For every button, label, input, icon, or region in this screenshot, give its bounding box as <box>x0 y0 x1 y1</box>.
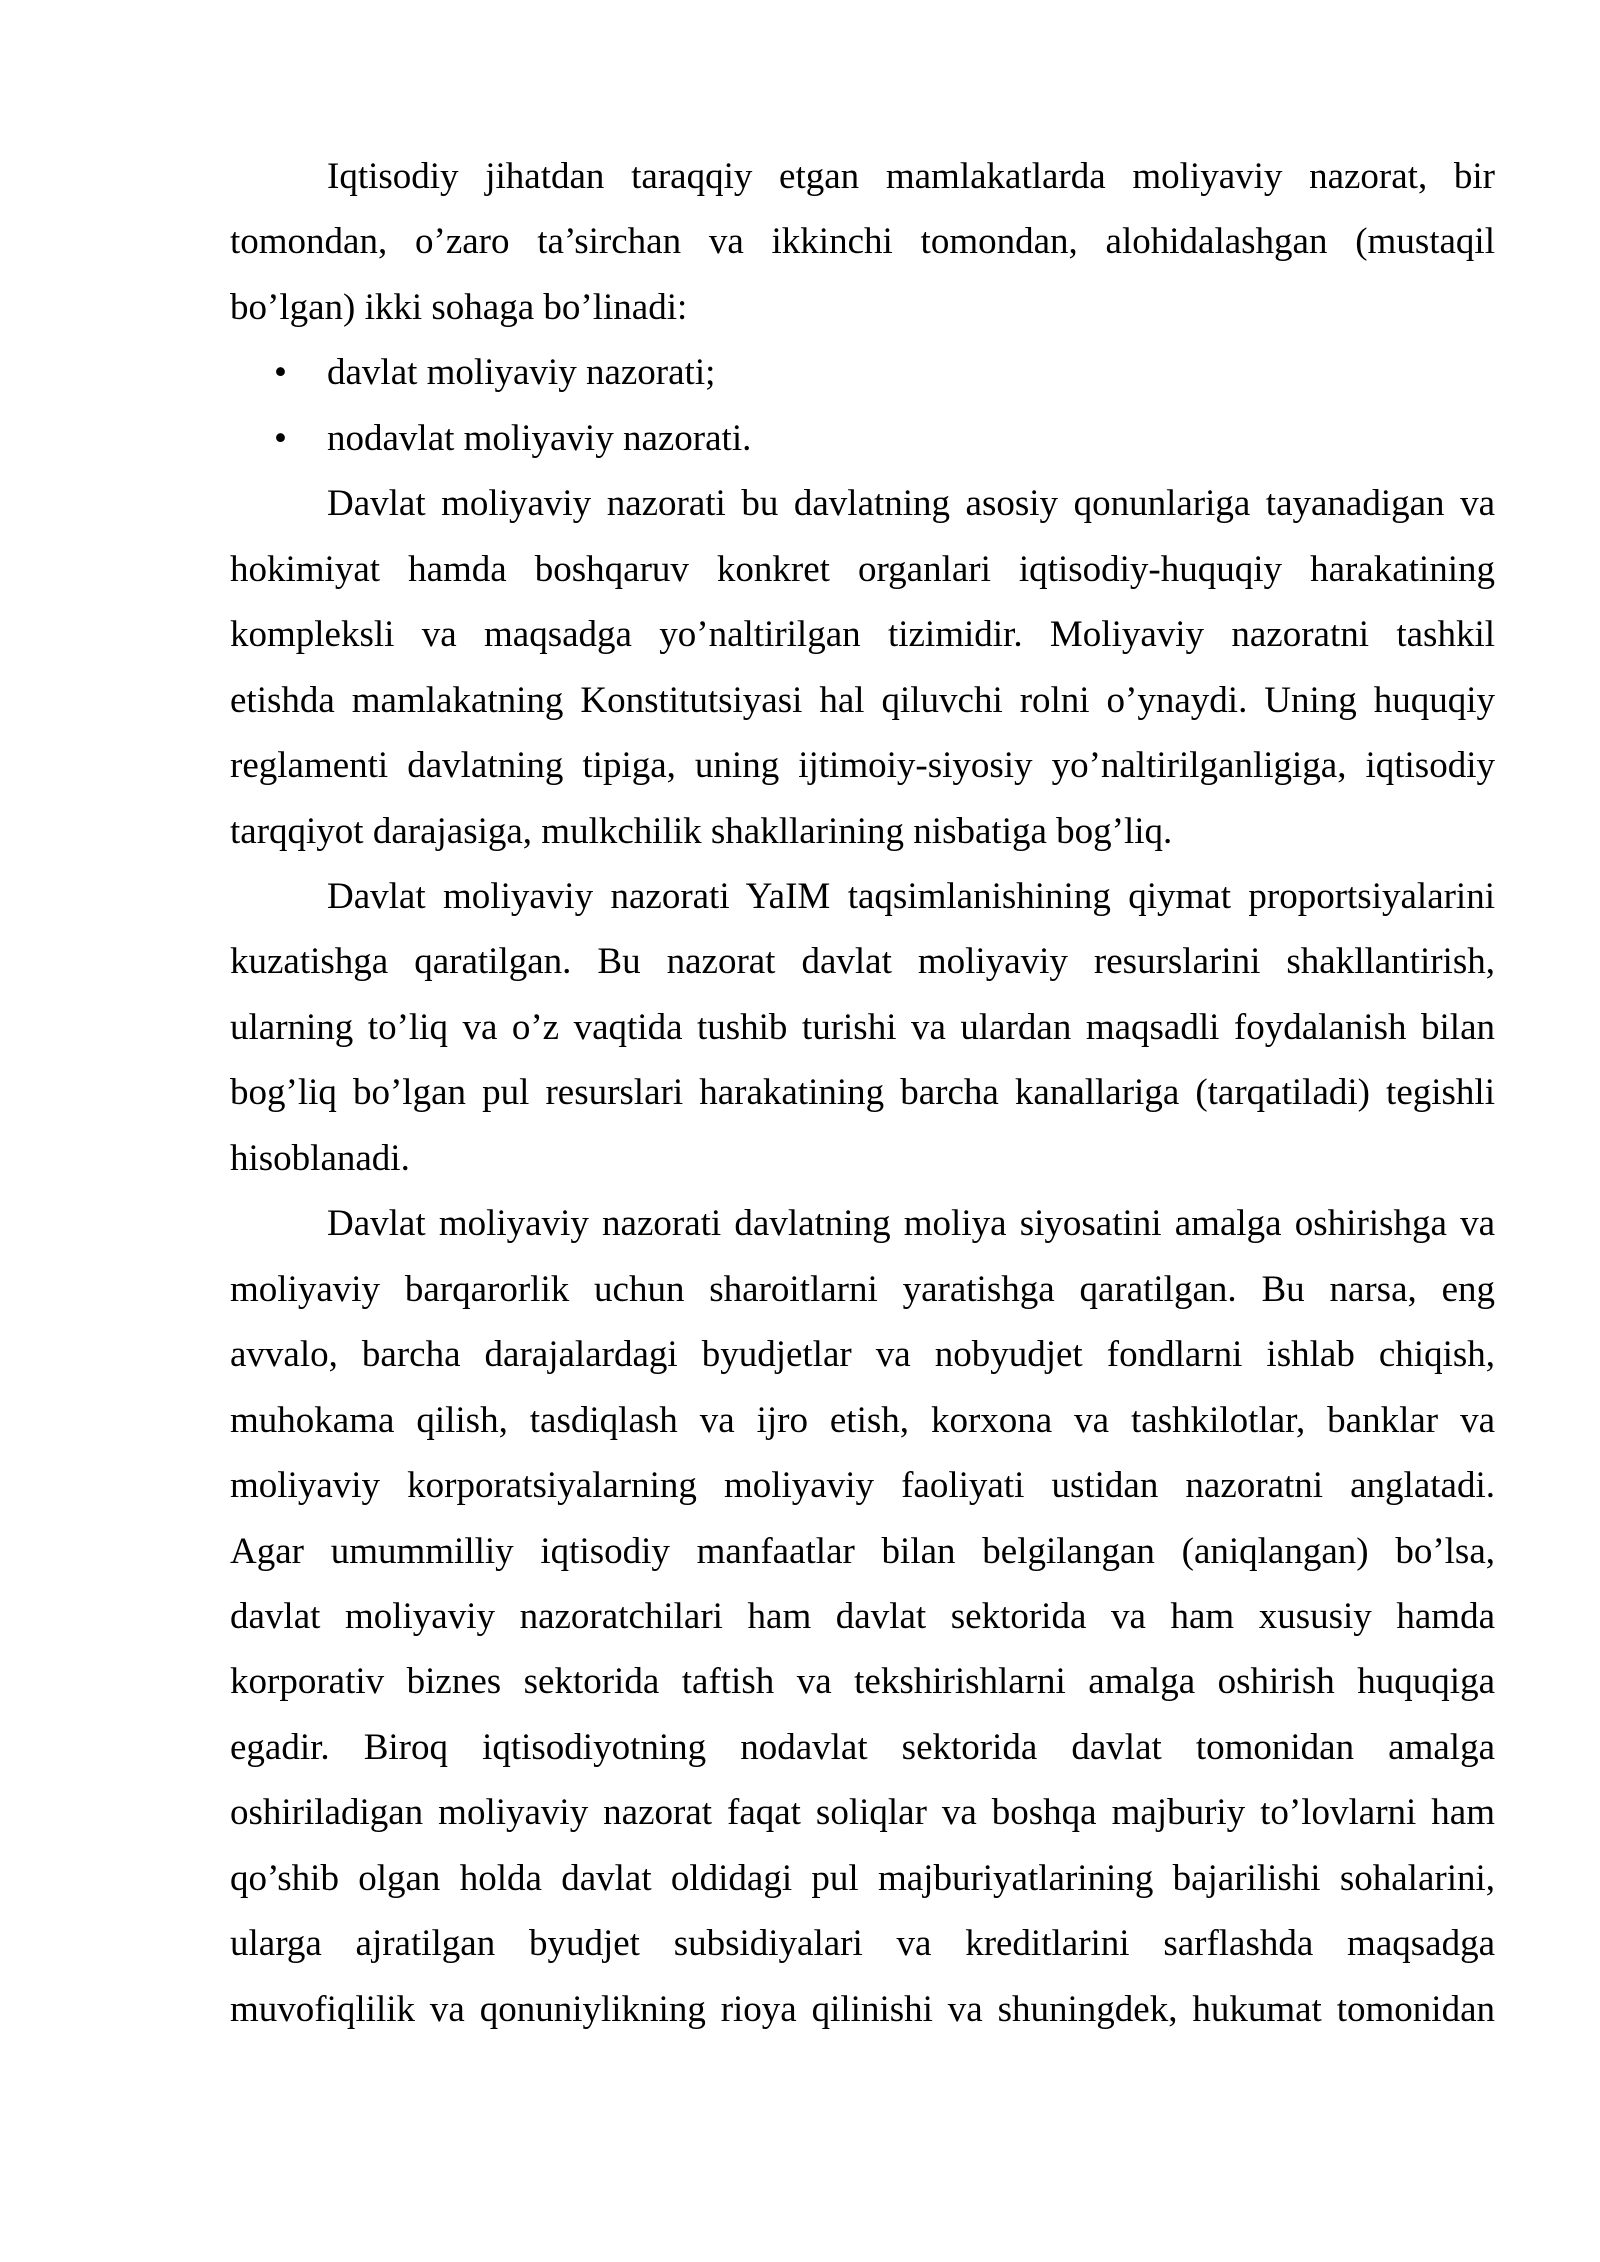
paragraph-intro <box>230 144 1495 340</box>
text-line: ularga ajratilgan byudjet subsidiyalari va kreditlarini sarflashda maqsadga <box>230 1923 1495 1965</box>
text-line: reglamenti davlatning tipiga, uning ijtimoiy-siyosiy yo’naltirilganligiga, iqtisodiy <box>230 745 1495 787</box>
text-line: korporativ biznes sektorida taftish va tekshirishlarni amalga oshirish huquqiga <box>230 1661 1495 1703</box>
text-line: kuzatishga qaratilgan. Bu nazorat davlat moliyaviy resurslarini shakllantirish, <box>230 941 1495 983</box>
paragraph-yaim <box>230 864 1495 1191</box>
text-line: tomondan, o’zaro ta’sirchan va ikkinchi tomondan, alohidalashgan (mustaqil <box>230 221 1495 263</box>
bullet-icon: • <box>274 417 287 459</box>
text-line: ularning to’liq va o’z vaqtida tushib turishi va ulardan maqsadli foydalanish bilan <box>230 1006 1495 1048</box>
text-line: etishda mamlakatning Konstitutsiyasi hal qiluvchi rolni o’ynaydi. Uning huquqiy <box>230 679 1495 721</box>
bullet-text: nodavlat moliyaviy nazorati. <box>327 417 752 459</box>
text-line: moliyaviy korporatsiyalarning moliyaviy faoliyati ustidan nazoratni anglatadi. <box>230 1465 1495 1507</box>
bullet-list <box>230 340 1495 471</box>
text-line: hokimiyat hamda boshqaruv konkret organlari iqtisodiy-huquqiy harakatining <box>230 548 1495 590</box>
text-line: muhokama qilish, tasdiqlash va ijro etish, korxona va tashkilotlar, banklar va <box>230 1399 1495 1441</box>
bullet-icon: • <box>274 352 287 394</box>
text-line: hisoblanadi. <box>230 1137 410 1179</box>
paragraph-policy <box>230 1191 1495 2042</box>
paragraph-definition <box>230 471 1495 864</box>
document-body <box>230 144 1495 2042</box>
text-line: Davlat moliyaviy nazorati bu davlatning asosiy qonunlariga tayanadigan va <box>327 483 1495 525</box>
text-line: bo’lgan) ikki sohaga bo’linadi: <box>230 286 688 328</box>
text-line: qo’shib olgan holda davlat oldidagi pul majburiyatlarining bajarilishi sohalarini, <box>230 1857 1495 1899</box>
bullet-item <box>230 340 1495 405</box>
text-line: davlat moliyaviy nazoratchilari ham davlat sektorida va ham xususiy hamda <box>230 1595 1495 1637</box>
text-line: muvofiqlilik va qonuniylikning rioya qilinishi va shuningdek, hukumat tomonidan <box>230 1988 1495 2030</box>
text-line: oshiriladigan moliyaviy nazorat faqat soliqlar va boshqa majburiy to’lovlarni ham <box>230 1792 1495 1834</box>
text-line: moliyaviy barqarorlik uchun sharoitlarni yaratishga qaratilgan. Bu narsa, eng <box>230 1268 1495 1310</box>
bullet-text: davlat moliyaviy nazorati; <box>327 352 716 394</box>
text-line: Davlat moliyaviy nazorati YaIM taqsimlanishining qiymat proportsiyalarini <box>327 875 1495 917</box>
text-line: avvalo, barcha darajalardagi byudjetlar va nobyudjet fondlarni ishlab chiqish, <box>230 1334 1495 1376</box>
bullet-item <box>230 406 1495 471</box>
text-line: Iqtisodiy jihatdan taraqqiy etgan mamlakatlarda moliyaviy nazorat, bir <box>327 156 1495 197</box>
text-line: Davlat moliyaviy nazorati davlatning moliya siyosatini amalga oshirishga va <box>327 1203 1495 1245</box>
text-line: bog’liq bo’lgan pul resurslari harakatining barcha kanallariga (tarqatiladi) tegishli <box>230 1072 1495 1114</box>
text-line: tarqqiyot darajasiga, mulkchilik shakllarining nisbatiga bog’liq. <box>230 810 1173 852</box>
text-line: kompleksli va maqsadga yo’naltirilgan tizimidir. Moliyaviy nazoratni tashkil <box>230 614 1495 656</box>
text-line: egadir. Biroq iqtisodiyotning nodavlat sektorida davlat tomonidan amalga <box>230 1726 1495 1768</box>
text-line: Agar umummilliy iqtisodiy manfaatlar bilan belgilangan (aniqlangan) bo’lsa, <box>230 1530 1495 1572</box>
